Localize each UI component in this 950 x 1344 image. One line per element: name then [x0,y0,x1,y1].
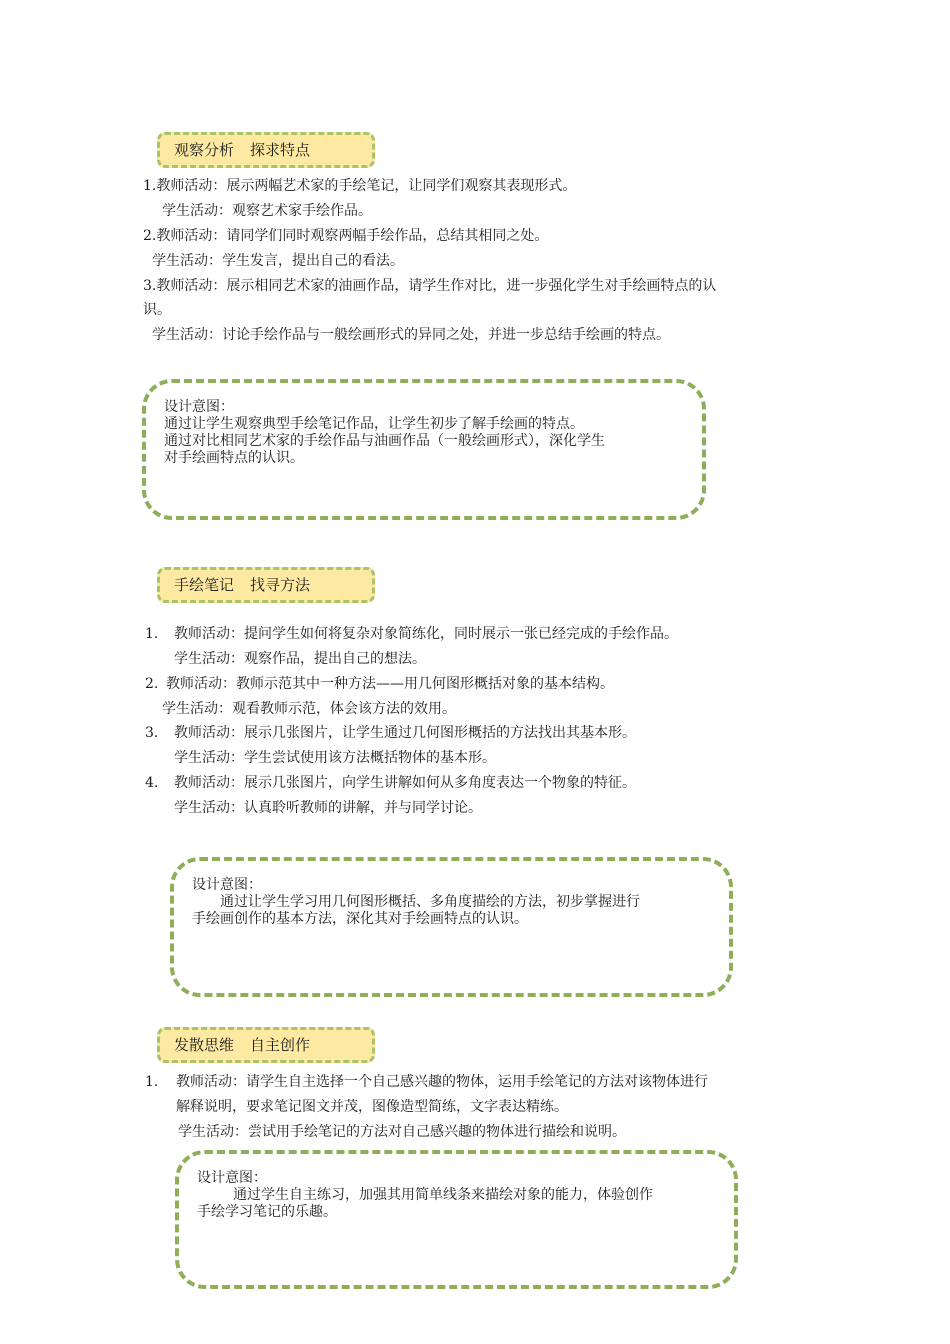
s2-line-8: 学生活动：认真聆听教师的讲解，并与同学讨论。 [174,800,482,816]
tag-text-b: 探求特点 [250,141,311,159]
tag-text-a: 观察分析 [174,141,235,159]
s1-line-5: 3.教师活动：展示相同艺术家的油画作品，请学生作对比，进一步强化学生对手绘画特点的认 [143,278,717,294]
design-intent-line: 通过对比相同艺术家的手绘作品与油画作品（一般绘画形式），深化学生 [164,433,605,449]
s3-line-3: 学生活动：尝试用手绘笔记的方法对自己感兴趣的物体进行描绘和说明。 [178,1124,626,1140]
s1-line-2: 学生活动：观察艺术家手绘作品。 [162,203,372,219]
s2-line-2: 学生活动：观察作品，提出自己的想法。 [174,651,426,667]
design-intent-line: 手绘学习笔记的乐趣。 [197,1204,337,1220]
s2-line-3: 教师活动：教师示范其中一种方法——用几何图形概括对象的基本结构。 [166,676,614,692]
design-intent-line: 对手绘画特点的认识。 [164,450,304,466]
section-tag-notes [157,567,375,603]
design-intent-line: 通过让学生学习用几何图形概括、多角度描绘的方法，初步掌握进行 [220,894,640,910]
tag-text-a: 发散思维 [174,1036,235,1054]
design-intent-title: 设计意图： [197,1170,267,1186]
s2-line-5: 教师活动：展示几张图片，让学生通过几何图形概括的方法找出其基本形。 [174,725,636,741]
s2-num-4: 4. [145,775,159,791]
section-tag-observe [157,132,375,168]
s1-line-7: 学生活动：讨论手绘作品与一般绘画形式的异同之处，并进一步总结手绘画的特点。 [152,327,670,343]
s2-line-7: 教师活动：展示几张图片，向学生讲解如何从多角度表达一个物象的特征。 [174,775,636,791]
s2-num-3: 3. [145,725,159,741]
s2-line-6: 学生活动：学生尝试使用该方法概括物体的基本形。 [174,750,496,766]
design-intent-box-1 [142,379,706,520]
s2-num-1: 1. [145,626,159,642]
s3-line-2: 解释说明，要求笔记图文并茂，图像造型简练，文字表达精练。 [176,1099,568,1115]
s2-line-1: 教师活动：提问学生如何将复杂对象简练化，同时展示一张已经完成的手绘作品。 [174,626,678,642]
design-intent-line: 通过让学生观察典型手绘笔记作品，让学生初步了解手绘画的特点。 [164,416,584,432]
tag-text-b: 自主创作 [250,1036,311,1054]
design-intent-line: 通过学生自主练习，加强其用简单线条来描绘对象的能力，体验创作 [233,1187,653,1203]
section-tag-create [157,1027,375,1063]
design-intent-line: 手绘画创作的基本方法，深化其对手绘画特点的认识。 [192,911,528,927]
s2-line-4: 学生活动：观看教师示范，体会该方法的效用。 [162,701,456,717]
design-intent-box-3 [175,1150,738,1289]
s1-line-4: 学生活动：学生发言，提出自己的看法。 [152,253,404,269]
s3-num-1: 1. [145,1074,159,1090]
design-intent-box-2 [170,857,733,997]
s1-line-6: 识。 [143,302,171,318]
s3-line-1: 教师活动：请学生自主选择一个自己感兴趣的物体，运用手绘笔记的方法对该物体进行 [176,1074,708,1090]
design-intent-title: 设计意图： [164,399,234,415]
s2-num-2: 2. [145,676,159,692]
design-intent-title: 设计意图： [192,877,262,893]
tag-text-b: 找寻方法 [250,576,311,594]
s1-line-3: 2.教师活动：请同学们同时观察两幅手绘作品，总结其相同之处。 [143,228,549,244]
tag-text-a: 手绘笔记 [174,576,235,594]
s1-line-1: 1.教师活动：展示两幅艺术家的手绘笔记，让同学们观察其表现形式。 [143,178,577,194]
